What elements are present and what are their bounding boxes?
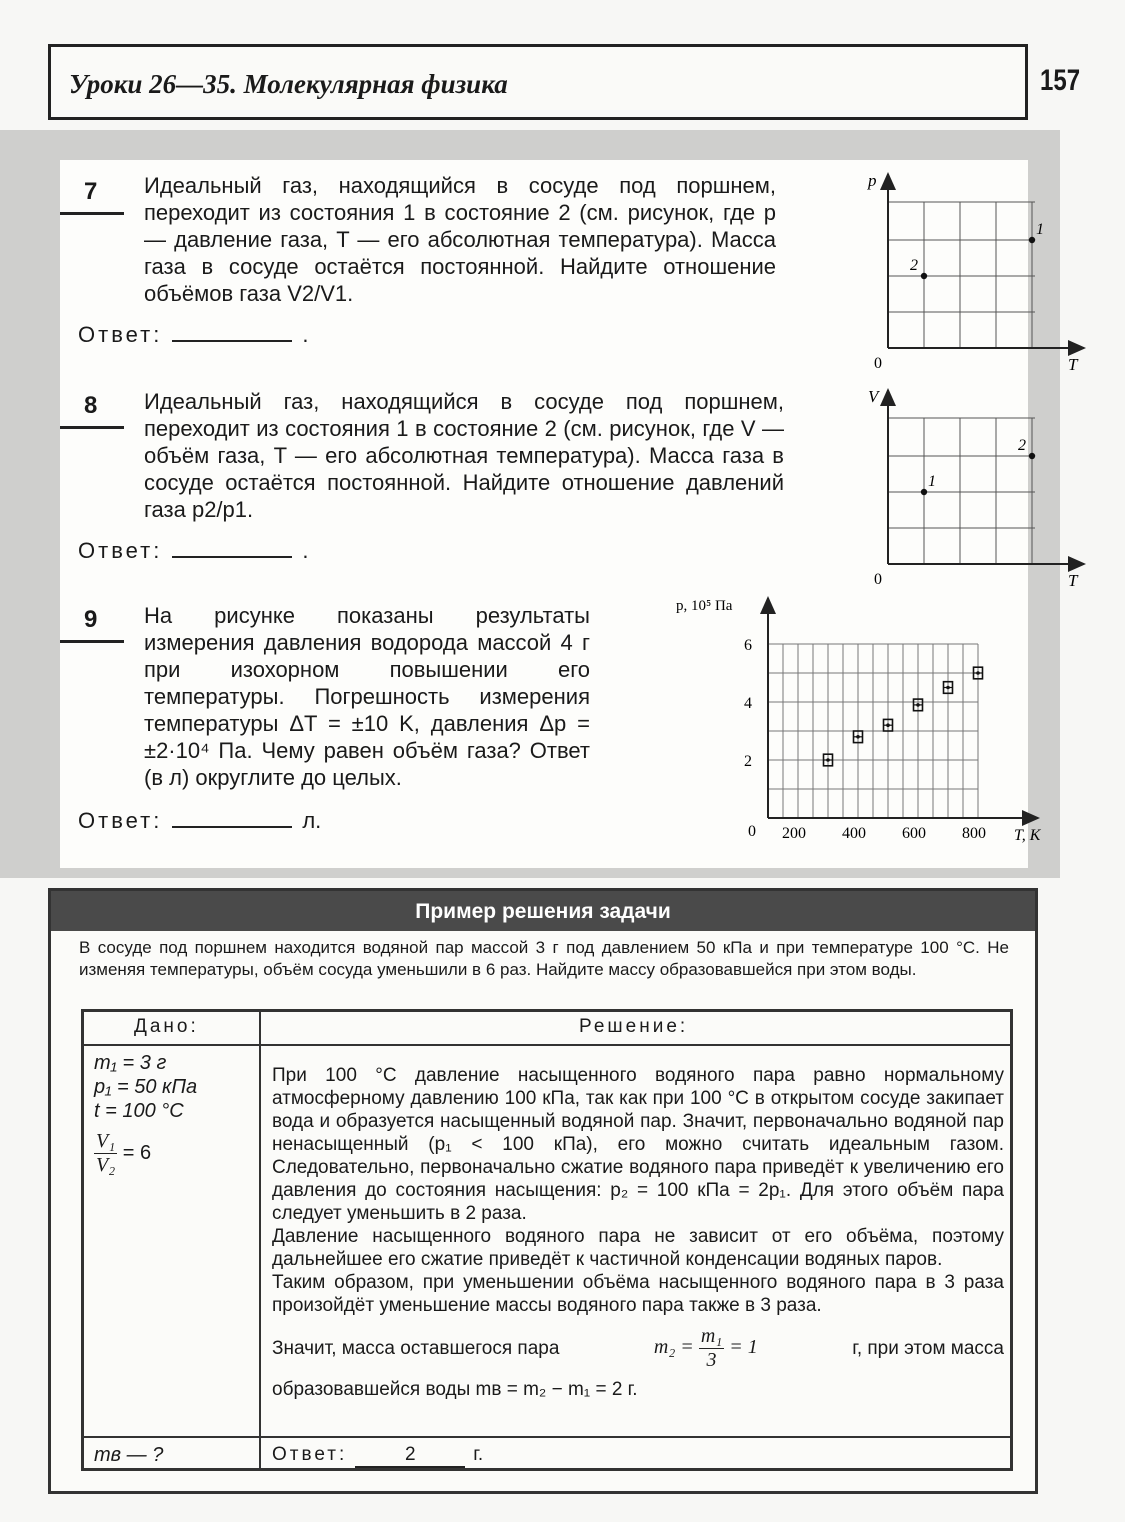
task-7-answer [78,320,308,348]
task-8-text: Идеальный газ, находящийся в сосуде под поршнем, переходит из состояния 1 в состояние 2 (см. рисунок, где V — объём газа, T — его абсолютная температура). Масса газа в сосуде остаётся постоянной. Найдите отношение давлений газа p2/p1. [144,389,784,522]
page-number: 157 [1040,64,1081,97]
task-7-number: 7 [84,178,98,205]
given-pressure: p₁ = 50 кПа [94,1076,198,1098]
formula-numerator: m₁ [700,1325,723,1347]
chart-pressure-measurements [608,596,1041,858]
tasks-panel [60,160,1078,868]
ratio-numerator: V₁ [96,1130,116,1152]
state-label-1: 1 [928,473,936,490]
x-tick-label: 400 [842,825,866,842]
data-point [856,735,860,739]
answer-tail: . [302,538,309,563]
conclusion-pre: Значит, масса оставшегося пара [272,1338,560,1359]
header-title: Уроки 26—35. Молекулярная физика [69,69,508,99]
solution-paragraph: Давление насыщенного водяного пара не зависит от его объёма, поэтому дальнейшее его сжатие приведёт к частичной конденсации водяных паров. [272,1226,1004,1270]
origin-label: 0 [874,571,882,588]
state-point-1 [921,489,927,495]
final-answer [272,1444,483,1468]
data-point [946,686,950,690]
formula-rhs: = 1 [729,1336,758,1359]
task-7-rule [60,212,124,215]
example-header: Пример решения задачи [51,891,1035,931]
task-8-rule [60,426,124,429]
state-point-1 [1029,237,1035,243]
solution-header: Решение: [579,1016,689,1037]
solution-text [272,1064,1004,1401]
state-label-2: 2 [910,257,918,274]
origin-label: 0 [874,355,882,372]
conclusion-formula [654,1325,758,1372]
data-point [826,758,830,762]
formula-lhs: m₂ = [653,1336,694,1359]
origin-label: 0 [748,823,756,840]
answer-value: 2 [355,1444,465,1468]
chart-v-t [800,384,1078,596]
header-divider [84,1044,1010,1046]
task-7-answer-blank[interactable] [172,320,292,342]
x-axis-label: T [1068,355,1078,374]
task-9-answer [78,806,321,834]
y-tick-label: 6 [744,637,752,654]
state-point-2 [1029,453,1035,459]
task-9-text: На рисунке показаны результаты измерения давления водорода массой 4 г при изохорном повышении его температуры. Погрешность измерения температуры ΔT = ±10 K, давления Δp = ±2·10⁴ Па. Чему равен объём газа? Ответ (в л) округлите до целых. [144,603,590,790]
data-point [916,703,920,707]
answer-tail: л. [302,808,322,833]
task-9-rule [60,640,124,643]
y-axis-label: V [868,387,879,406]
formula-denominator: 3 [706,1349,717,1371]
x-axis-label: T, K [1014,827,1041,844]
given-volume-ratio [94,1130,151,1177]
chart-grid [768,644,978,818]
answer-label: Ответ: [78,538,163,563]
task-9-answer-blank[interactable] [172,806,292,828]
chart-p-t [800,168,1078,380]
task-8-answer [78,536,308,564]
answer-tail: . [302,322,309,347]
chart-grid [888,418,1035,564]
ratio-denominator: V₂ [96,1154,116,1176]
task-8-answer-blank[interactable] [172,536,292,558]
task-7-text: Идеальный газ, находящийся в сосуде под поршнем, переходит из состояния 1 в состояние 2 (см. рисунок, где p — давление газа, T — его абсолютная температура). Масса газа в сосуде остаётся постоянной. Найдите отношение объёмов газа V2/V1. [144,173,776,306]
task-8-number: 8 [84,392,98,419]
x-tick-label: 600 [902,825,926,842]
solution-paragraph: Таким образом, при уменьшении объёма насыщенного водяного пара в 3 раза произойдёт уменьшение массы водяного пара также в 3 раза. [272,1272,1004,1316]
given-temperature: t = 100 °С [94,1100,184,1122]
y-axis-label: p, 10⁵ Па [676,598,733,614]
given-header: Дано: [134,1016,199,1037]
ratio-value: = 6 [122,1141,152,1164]
example-box [48,888,1038,1494]
answer-label: Ответ: [272,1444,348,1465]
y-tick-label: 2 [744,753,752,770]
solution-conclusion [272,1325,1004,1372]
given-mass: m₁ = 3 г [94,1052,167,1074]
data-point [976,671,980,675]
solution-table [81,1009,1013,1471]
unknown-quantity: mв — ? [94,1444,164,1466]
page-header [48,44,1028,120]
answer-label: Ответ: [78,322,163,347]
solution-paragraph: При 100 °С давление насыщенного водяного пара равно нормальному атмосферному давлению 100 кПа, так как при 100 °С в открытом сосуде закипает вода и образуется насыщенный водяной пар. Значит, первоначально водяной пар ненасыщенный (p₁ < 100 кПа), его можно считать идеальным газом. Следовательно, первоначально сжатие водяного пара приведёт к увеличению его давления до состояния насыщения: p₂ = 100 кПа = 2p₁. Для этого объём пара следует уменьшить в 2 раза. [272,1065,1004,1224]
example-problem: В сосуде под поршнем находится водяной пар массой 3 г под давлением 50 кПа и при температуре 100 °С. Не изменяя температуры, объём сосуда уменьшили в 6 раз. Найдите массу образовавшейся при этом воды. [79,938,1009,979]
y-tick-label: 4 [744,695,752,712]
data-point [886,723,890,727]
x-axis-label: T [1068,571,1078,590]
y-axis-label: p [868,171,877,190]
conclusion-post: г, при этом масса [852,1338,1004,1359]
answer-label: Ответ: [78,808,163,833]
column-divider [259,1012,261,1468]
state-point-2 [921,273,927,279]
answer-divider [84,1436,1010,1438]
task-9-number: 9 [84,606,98,633]
answer-unit: г. [473,1444,484,1465]
state-label-1: 1 [1036,221,1044,238]
x-tick-label: 800 [962,825,986,842]
state-label-2: 2 [1018,437,1026,454]
chart-grid [888,202,1035,348]
x-tick-label: 200 [782,825,806,842]
conclusion-line2: образовавшейся воды mв = m₂ − m₁ = 2 г. [272,1379,638,1400]
